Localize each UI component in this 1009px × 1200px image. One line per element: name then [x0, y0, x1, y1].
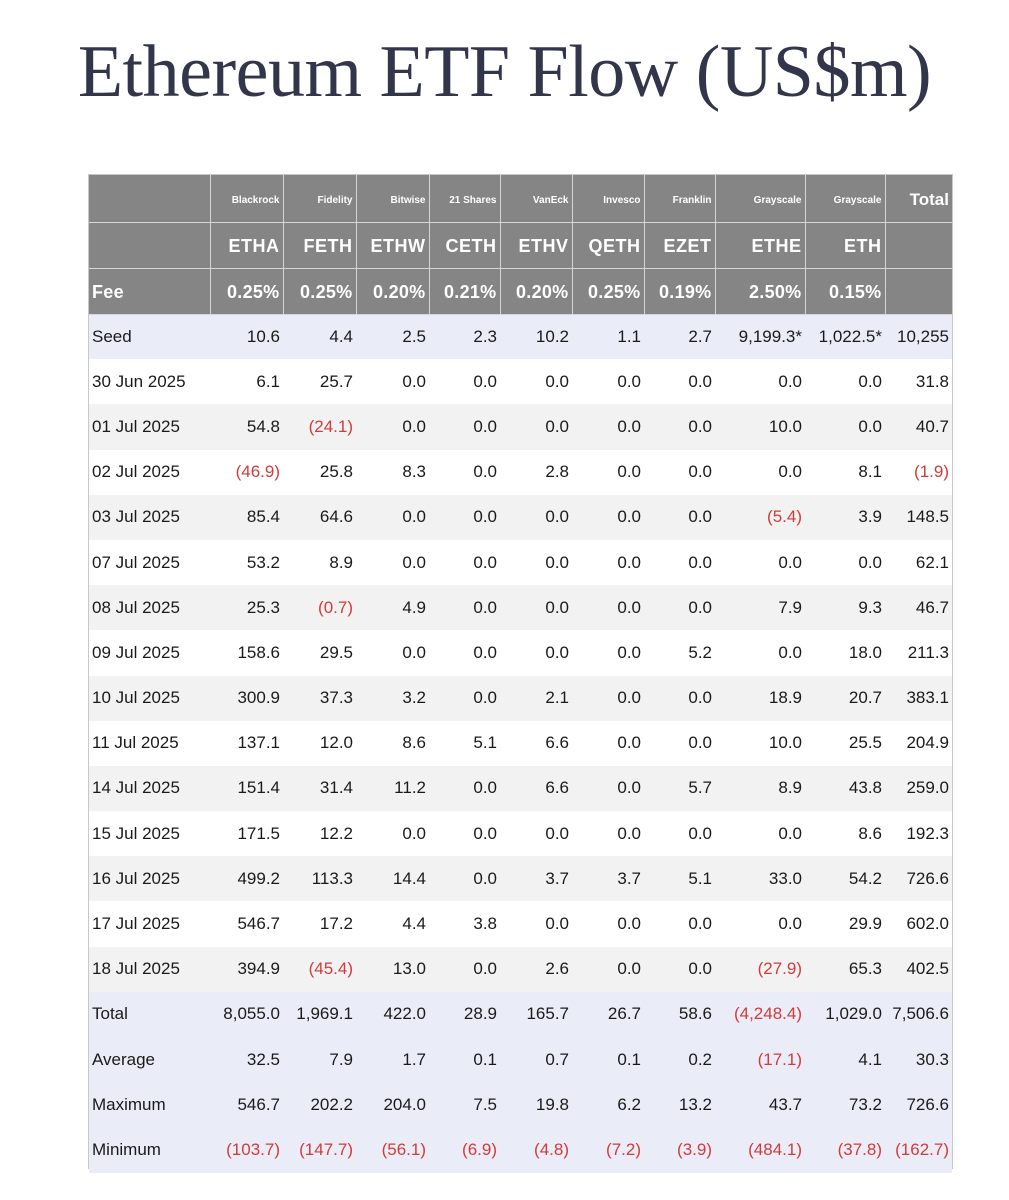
table-cell: 0.0 [500, 404, 572, 449]
table-cell: 0.0 [356, 540, 429, 585]
table-cell: 726.6 [885, 856, 952, 901]
table-cell: 0.7 [500, 1037, 572, 1082]
table-cell: 0.0 [500, 359, 572, 404]
ticker-header-cell: CETH [429, 222, 500, 268]
table-row [89, 1127, 952, 1172]
table-cell: (45.4) [283, 947, 356, 992]
table-cell: 7,506.6 [885, 992, 952, 1037]
table-cell: 0.0 [429, 495, 500, 540]
table-cell: 8.1 [805, 450, 885, 495]
table-cell: 64.6 [283, 495, 356, 540]
fee-header-cell: 0.20% [356, 268, 429, 314]
issuer-header-cell [89, 175, 210, 222]
table-cell: 20.7 [805, 676, 885, 721]
ticker-header-cell: EZET [644, 222, 715, 268]
table-cell: 0.0 [500, 901, 572, 946]
table-cell: 30.3 [885, 1037, 952, 1082]
table-cell: 6.2 [572, 1082, 644, 1127]
table-cell: 0.0 [500, 585, 572, 630]
table-cell: 6.6 [500, 721, 572, 766]
table-cell: 29.5 [283, 630, 356, 675]
fee-header-cell: 0.15% [805, 268, 885, 314]
table-cell: 0.0 [572, 901, 644, 946]
table-cell: 394.9 [210, 947, 283, 992]
table-cell: 8.6 [805, 811, 885, 856]
table-cell: 3.2 [356, 676, 429, 721]
table-cell: 0.0 [572, 404, 644, 449]
table-cell: 43.8 [805, 766, 885, 811]
ticker-header-cell: QETH [572, 222, 644, 268]
table-cell: 5.7 [644, 766, 715, 811]
table-cell: 202.2 [283, 1082, 356, 1127]
row-label: 17 Jul 2025 [89, 901, 210, 946]
table-cell: 0.0 [715, 450, 805, 495]
table-cell: 65.3 [805, 947, 885, 992]
ticker-header-row [89, 222, 952, 268]
table-cell: 10.0 [715, 721, 805, 766]
issuer-header-cell: Grayscale [715, 175, 805, 222]
table-cell: 2.3 [429, 314, 500, 359]
table-cell: 0.0 [500, 540, 572, 585]
table-cell: 0.2 [644, 1037, 715, 1082]
table-cell: 0.0 [429, 450, 500, 495]
table-cell: 10,255 [885, 314, 952, 359]
table-cell: 10.2 [500, 314, 572, 359]
table-cell: (5.4) [715, 495, 805, 540]
table-cell: 43.7 [715, 1082, 805, 1127]
table-cell: 13.0 [356, 947, 429, 992]
table-cell: 37.3 [283, 676, 356, 721]
table-row [89, 540, 952, 585]
table-cell: (6.9) [429, 1127, 500, 1172]
table-cell: 73.2 [805, 1082, 885, 1127]
ticker-header-cell: ETH [805, 222, 885, 268]
table-cell: 0.0 [644, 404, 715, 449]
table-cell: 0.0 [500, 811, 572, 856]
row-label: 11 Jul 2025 [89, 721, 210, 766]
table-cell: 40.7 [885, 404, 952, 449]
table-cell: (24.1) [283, 404, 356, 449]
table-cell: 0.0 [500, 630, 572, 675]
table-cell: 18.9 [715, 676, 805, 721]
issuer-header-cell: Total [885, 175, 952, 222]
table-cell: 8,055.0 [210, 992, 283, 1037]
table-cell: 0.0 [644, 450, 715, 495]
table-row [89, 314, 952, 359]
table-cell: 0.0 [572, 947, 644, 992]
table-cell: 0.0 [572, 495, 644, 540]
table-cell: 32.5 [210, 1037, 283, 1082]
row-label: 09 Jul 2025 [89, 630, 210, 675]
table-cell: 113.3 [283, 856, 356, 901]
table-cell: 3.8 [429, 901, 500, 946]
table-cell: 13.2 [644, 1082, 715, 1127]
table-cell: 3.7 [572, 856, 644, 901]
table-cell: 0.0 [644, 540, 715, 585]
table-cell: 0.0 [429, 404, 500, 449]
table-row [89, 901, 952, 946]
issuer-header-cell: Invesco [572, 175, 644, 222]
table-cell: 0.0 [429, 359, 500, 404]
table-cell: 726.6 [885, 1082, 952, 1127]
table-cell: 0.0 [644, 359, 715, 404]
table-cell: (56.1) [356, 1127, 429, 1172]
table-cell: 602.0 [885, 901, 952, 946]
table-cell: (162.7) [885, 1127, 952, 1172]
table-cell: 0.0 [429, 676, 500, 721]
ticker-header-cell [89, 222, 210, 268]
table-cell: 8.3 [356, 450, 429, 495]
table-cell: 402.5 [885, 947, 952, 992]
table-cell: 3.7 [500, 856, 572, 901]
table-cell: 0.0 [805, 540, 885, 585]
table-cell: 0.0 [715, 540, 805, 585]
table-cell: 0.0 [715, 811, 805, 856]
table-cell: 5.1 [429, 721, 500, 766]
table-cell: 0.0 [644, 585, 715, 630]
table-cell: 0.0 [572, 811, 644, 856]
row-label: 10 Jul 2025 [89, 676, 210, 721]
table-cell: 0.0 [805, 359, 885, 404]
issuer-header-cell: VanEck [500, 175, 572, 222]
table-cell: 0.0 [572, 359, 644, 404]
table-cell: 25.7 [283, 359, 356, 404]
table-cell: 422.0 [356, 992, 429, 1037]
fee-header-cell [885, 268, 952, 314]
row-label: 18 Jul 2025 [89, 947, 210, 992]
fee-header-cell: 0.20% [500, 268, 572, 314]
table-cell: 1.7 [356, 1037, 429, 1082]
row-label: 30 Jun 2025 [89, 359, 210, 404]
table-cell: 3.9 [805, 495, 885, 540]
table-cell: 10.0 [715, 404, 805, 449]
ticker-header-cell: FETH [283, 222, 356, 268]
table-cell: 8.9 [715, 766, 805, 811]
table-cell: (3.9) [644, 1127, 715, 1172]
fee-header-cell: 2.50% [715, 268, 805, 314]
table-row [89, 856, 952, 901]
fee-header-cell: Fee [89, 268, 210, 314]
table-row [89, 585, 952, 630]
table-cell: 4.4 [356, 901, 429, 946]
table-row [89, 630, 952, 675]
table-cell: 25.5 [805, 721, 885, 766]
table-row [89, 1037, 952, 1082]
table-cell: 0.0 [356, 630, 429, 675]
table-cell: 0.0 [715, 630, 805, 675]
table-cell: 151.4 [210, 766, 283, 811]
table-cell: 8.6 [356, 721, 429, 766]
table-cell: 0.0 [572, 450, 644, 495]
table-cell: 7.5 [429, 1082, 500, 1127]
table-cell: 171.5 [210, 811, 283, 856]
table-cell: 158.6 [210, 630, 283, 675]
table-cell: 300.9 [210, 676, 283, 721]
table-cell: 0.0 [356, 495, 429, 540]
table-cell: 0.0 [429, 585, 500, 630]
table-cell: 4.4 [283, 314, 356, 359]
table-cell: 383.1 [885, 676, 952, 721]
table-row [89, 766, 952, 811]
table-cell: 0.0 [644, 495, 715, 540]
table-cell: 204.9 [885, 721, 952, 766]
table-cell: 211.3 [885, 630, 952, 675]
table-cell: 0.0 [429, 766, 500, 811]
table-cell: 0.0 [805, 404, 885, 449]
table-cell: 0.0 [644, 676, 715, 721]
table-cell: 9.3 [805, 585, 885, 630]
table-cell: 0.0 [572, 630, 644, 675]
table-cell: 204.0 [356, 1082, 429, 1127]
table-cell: 29.9 [805, 901, 885, 946]
table-cell: 54.8 [210, 404, 283, 449]
row-label: Total [89, 992, 210, 1037]
table-cell: 4.1 [805, 1037, 885, 1082]
table-cell: 18.0 [805, 630, 885, 675]
table-cell: 31.4 [283, 766, 356, 811]
issuer-header-cell: 21 Shares [429, 175, 500, 222]
table-cell: 0.0 [356, 359, 429, 404]
table-cell: (1.9) [885, 450, 952, 495]
row-label: Minimum [89, 1127, 210, 1172]
table-cell: 62.1 [885, 540, 952, 585]
table-row [89, 992, 952, 1037]
table-cell: 8.9 [283, 540, 356, 585]
table-cell: 2.5 [356, 314, 429, 359]
table-cell: 0.0 [644, 721, 715, 766]
table-cell: 0.0 [715, 359, 805, 404]
ticker-header-cell: ETHV [500, 222, 572, 268]
table-cell: 54.2 [805, 856, 885, 901]
table-cell: 0.0 [429, 630, 500, 675]
row-label: 08 Jul 2025 [89, 585, 210, 630]
table-cell: 11.2 [356, 766, 429, 811]
fee-header-cell: 0.25% [210, 268, 283, 314]
row-label: 01 Jul 2025 [89, 404, 210, 449]
table-cell: 19.8 [500, 1082, 572, 1127]
table-cell: 25.3 [210, 585, 283, 630]
table-cell: 1,969.1 [283, 992, 356, 1037]
table-cell: 0.0 [644, 901, 715, 946]
table-cell: 1,029.0 [805, 992, 885, 1037]
table-cell: 2.1 [500, 676, 572, 721]
table-cell: 5.2 [644, 630, 715, 675]
ticker-header-cell: ETHW [356, 222, 429, 268]
table-cell: 2.7 [644, 314, 715, 359]
table-cell: 7.9 [715, 585, 805, 630]
table-cell: 28.9 [429, 992, 500, 1037]
table-cell: 0.0 [572, 721, 644, 766]
table-cell: 1.1 [572, 314, 644, 359]
table-cell: (484.1) [715, 1127, 805, 1172]
row-label: 15 Jul 2025 [89, 811, 210, 856]
table-cell: 0.0 [572, 540, 644, 585]
table-row [89, 721, 952, 766]
table-cell: 58.6 [644, 992, 715, 1037]
table-cell: 499.2 [210, 856, 283, 901]
issuer-header-cell: Fidelity [283, 175, 356, 222]
table-cell: 4.9 [356, 585, 429, 630]
row-label: 07 Jul 2025 [89, 540, 210, 585]
table-cell: 546.7 [210, 1082, 283, 1127]
table-cell: (103.7) [210, 1127, 283, 1172]
table-row [89, 947, 952, 992]
table-cell: (0.7) [283, 585, 356, 630]
row-label: 03 Jul 2025 [89, 495, 210, 540]
table-cell: 6.6 [500, 766, 572, 811]
table-row [89, 676, 952, 721]
issuer-header-cell: Blackrock [210, 175, 283, 222]
table-cell: 0.0 [429, 947, 500, 992]
table-cell: 0.0 [500, 495, 572, 540]
table-row [89, 1082, 952, 1127]
table-cell: 12.0 [283, 721, 356, 766]
table-row [89, 359, 952, 404]
table-row [89, 450, 952, 495]
table-cell: 0.0 [356, 404, 429, 449]
etf-flow-table [88, 174, 953, 1169]
table-cell: 17.2 [283, 901, 356, 946]
table-cell: (4.8) [500, 1127, 572, 1172]
table-cell: 192.3 [885, 811, 952, 856]
fee-header-cell: 0.25% [283, 268, 356, 314]
table-cell: 0.0 [429, 811, 500, 856]
table-cell: (27.9) [715, 947, 805, 992]
fee-header-cell: 0.19% [644, 268, 715, 314]
issuer-header-cell: Grayscale [805, 175, 885, 222]
table-cell: 25.8 [283, 450, 356, 495]
table-cell: (4,248.4) [715, 992, 805, 1037]
table-row [89, 811, 952, 856]
table-cell: 2.8 [500, 450, 572, 495]
table-cell: 0.0 [429, 856, 500, 901]
table-cell: 31.8 [885, 359, 952, 404]
fee-header-cell: 0.25% [572, 268, 644, 314]
table-cell: (17.1) [715, 1037, 805, 1082]
table-cell: 259.0 [885, 766, 952, 811]
table-cell: 0.0 [644, 947, 715, 992]
table-cell: 0.0 [572, 585, 644, 630]
table-cell: 148.5 [885, 495, 952, 540]
table-cell: 1,022.5* [805, 314, 885, 359]
table-cell: 137.1 [210, 721, 283, 766]
table-cell: 0.0 [644, 811, 715, 856]
table-cell: 0.0 [572, 676, 644, 721]
table-cell: 0.0 [429, 540, 500, 585]
table-cell: 0.1 [572, 1037, 644, 1082]
page-title: Ethereum ETF Flow (US$m) [77, 31, 932, 113]
table-cell: (37.8) [805, 1127, 885, 1172]
table-cell: 7.9 [283, 1037, 356, 1082]
table-cell: (147.7) [283, 1127, 356, 1172]
table-cell: 85.4 [210, 495, 283, 540]
row-label: 14 Jul 2025 [89, 766, 210, 811]
row-label: Maximum [89, 1082, 210, 1127]
table-cell: 12.2 [283, 811, 356, 856]
row-label: Average [89, 1037, 210, 1082]
issuer-header-cell: Bitwise [356, 175, 429, 222]
table-cell: 0.0 [356, 811, 429, 856]
table-cell: 53.2 [210, 540, 283, 585]
issuer-header-cell: Franklin [644, 175, 715, 222]
table-row [89, 495, 952, 540]
table-cell: 5.1 [644, 856, 715, 901]
row-label: 02 Jul 2025 [89, 450, 210, 495]
fee-header-cell: 0.21% [429, 268, 500, 314]
table-cell: 546.7 [210, 901, 283, 946]
table-cell: 0.0 [572, 766, 644, 811]
table-cell: 165.7 [500, 992, 572, 1037]
issuer-header-row [89, 175, 952, 222]
table-cell: 26.7 [572, 992, 644, 1037]
table-cell: 0.0 [715, 901, 805, 946]
table-cell: 6.1 [210, 359, 283, 404]
table-cell: (7.2) [572, 1127, 644, 1172]
table-cell: 46.7 [885, 585, 952, 630]
fee-header-row [89, 268, 952, 314]
ticker-header-cell: ETHA [210, 222, 283, 268]
ticker-header-cell [885, 222, 952, 268]
ticker-header-cell: ETHE [715, 222, 805, 268]
row-label: Seed [89, 314, 210, 359]
table-cell: 0.1 [429, 1037, 500, 1082]
row-label: 16 Jul 2025 [89, 856, 210, 901]
table-cell: 2.6 [500, 947, 572, 992]
table-row [89, 404, 952, 449]
table-cell: 14.4 [356, 856, 429, 901]
table-cell: 10.6 [210, 314, 283, 359]
table-cell: 9,199.3* [715, 314, 805, 359]
table-cell: 33.0 [715, 856, 805, 901]
table-cell: (46.9) [210, 450, 283, 495]
